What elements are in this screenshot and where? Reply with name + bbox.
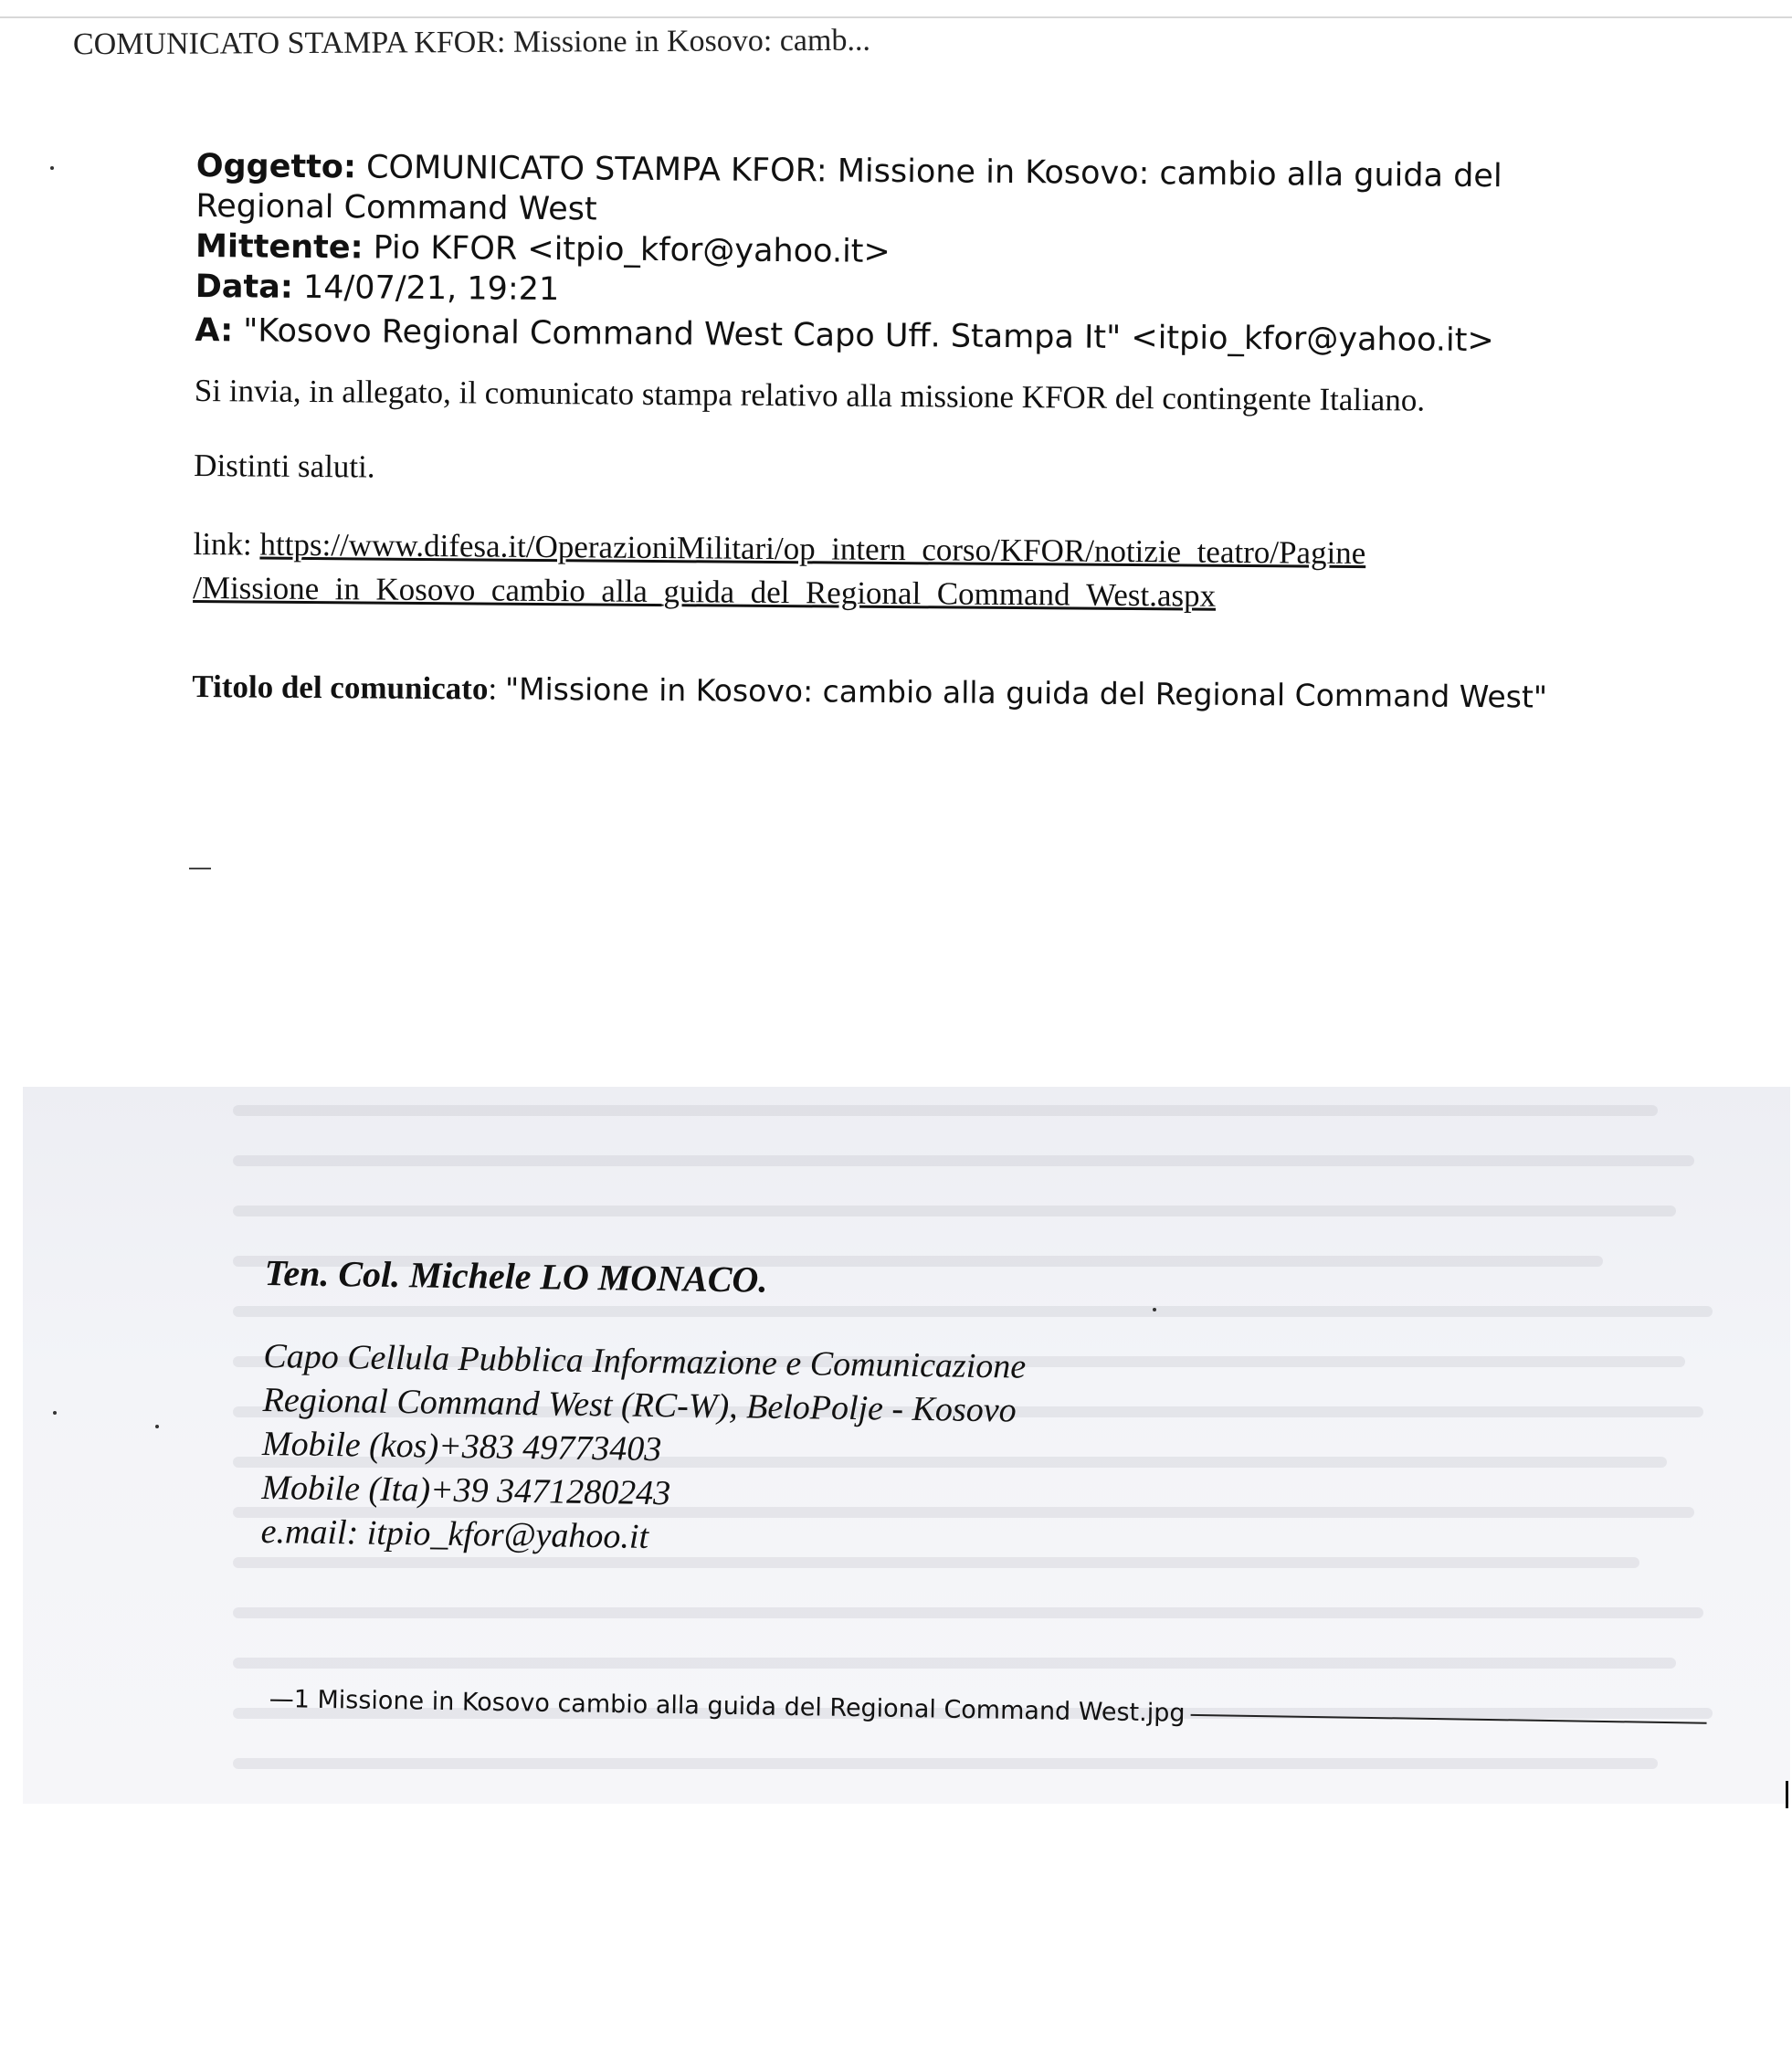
- recipient-value: "Kosovo Regional Command West Capo Uff. Stampa It" <itpio_kfor@yahoo.it>: [232, 312, 1494, 360]
- email-body: Si invia, in allegato, il comunicato stampa relativo alla missione KFOR del contingente Italiano.: [194, 372, 1426, 418]
- recipient-label: A:: [195, 311, 234, 350]
- link-text-line1[interactable]: https://www.difesa.it/OperazioniMilitari/op_intern_corso/KFOR/notizie_teatro/Pagine: [259, 526, 1366, 572]
- email-message: [192, 146, 1639, 716]
- bleed-through-line: [233, 1155, 1694, 1166]
- date-value: 14/07/21, 19:21: [292, 269, 560, 309]
- link-text-line2[interactable]: /Missione_in_Kosovo_cambio_alla_guida_del_Regional_Command_West.aspx: [193, 569, 1217, 614]
- bleed-through-line: [233, 1758, 1658, 1769]
- bleed-through-line: [233, 1105, 1658, 1116]
- separator-dash: [189, 868, 211, 869]
- signature-name: Ten. Col. Michele LO MONACO.: [264, 1251, 768, 1301]
- sender-label: Mittente:: [195, 227, 364, 267]
- sender-value: Pio KFOR <itpio_kfor@yahoo.it>: [363, 229, 891, 270]
- signature-mobile-ita: Mobile (Ita)+39 3471280243: [261, 1468, 671, 1513]
- attachment-label[interactable]: —1 Missione in Kosovo cambio alla guida del Regional Command West.jpg: [269, 1685, 1186, 1728]
- signature-email: e.mail: itpio_kfor@yahoo.it: [260, 1511, 649, 1556]
- title-value: "Missione in Kosovo: cambio alla guida del Regional Command West": [504, 670, 1548, 715]
- subject-value: COMUNICATO STAMPA KFOR: Missione in Kosovo: cambio alla guida del Regional Command West: [195, 149, 1502, 228]
- attachment-rule: [1190, 1713, 1706, 1723]
- subject-label: Oggetto:: [195, 147, 357, 186]
- title-separator: :: [488, 670, 506, 707]
- bleed-through-line: [233, 1607, 1703, 1618]
- link-label: link:: [193, 525, 260, 563]
- link-paragraph: [193, 522, 1637, 621]
- signature-unit: Regional Command West (RC-W), BeloPolje - Kosovo: [262, 1380, 1017, 1430]
- subject-line: [195, 146, 1639, 237]
- scan-speck: [1153, 1308, 1156, 1311]
- email-closing: Distinti saluti.: [194, 447, 375, 485]
- signature-mobile-kos: Mobile (kos)+383 49773403: [261, 1424, 662, 1469]
- date-label: Data:: [195, 268, 293, 306]
- press-release-title: [192, 669, 1635, 716]
- page-header: COMUNICATO STAMPA KFOR: Missione in Kosovo: camb...: [72, 23, 870, 62]
- recipient-line: [195, 311, 1638, 362]
- bleed-through-line: [233, 1658, 1676, 1669]
- bleed-through-line: [233, 1206, 1676, 1216]
- signature-block: [260, 1251, 1027, 1564]
- scan-speck: [53, 1411, 57, 1415]
- signature-role: Capo Cellula Pubblica Informazione e Comunicazione: [263, 1336, 1027, 1386]
- top-divider: [0, 16, 1792, 18]
- article-link[interactable]: [193, 527, 1365, 614]
- scan-edge-mark: [1786, 1781, 1788, 1808]
- title-label: Titolo del comunicato: [192, 668, 489, 707]
- scan-speck: [155, 1425, 159, 1428]
- scan-speck: [50, 166, 54, 170]
- signature-details: [260, 1334, 1026, 1564]
